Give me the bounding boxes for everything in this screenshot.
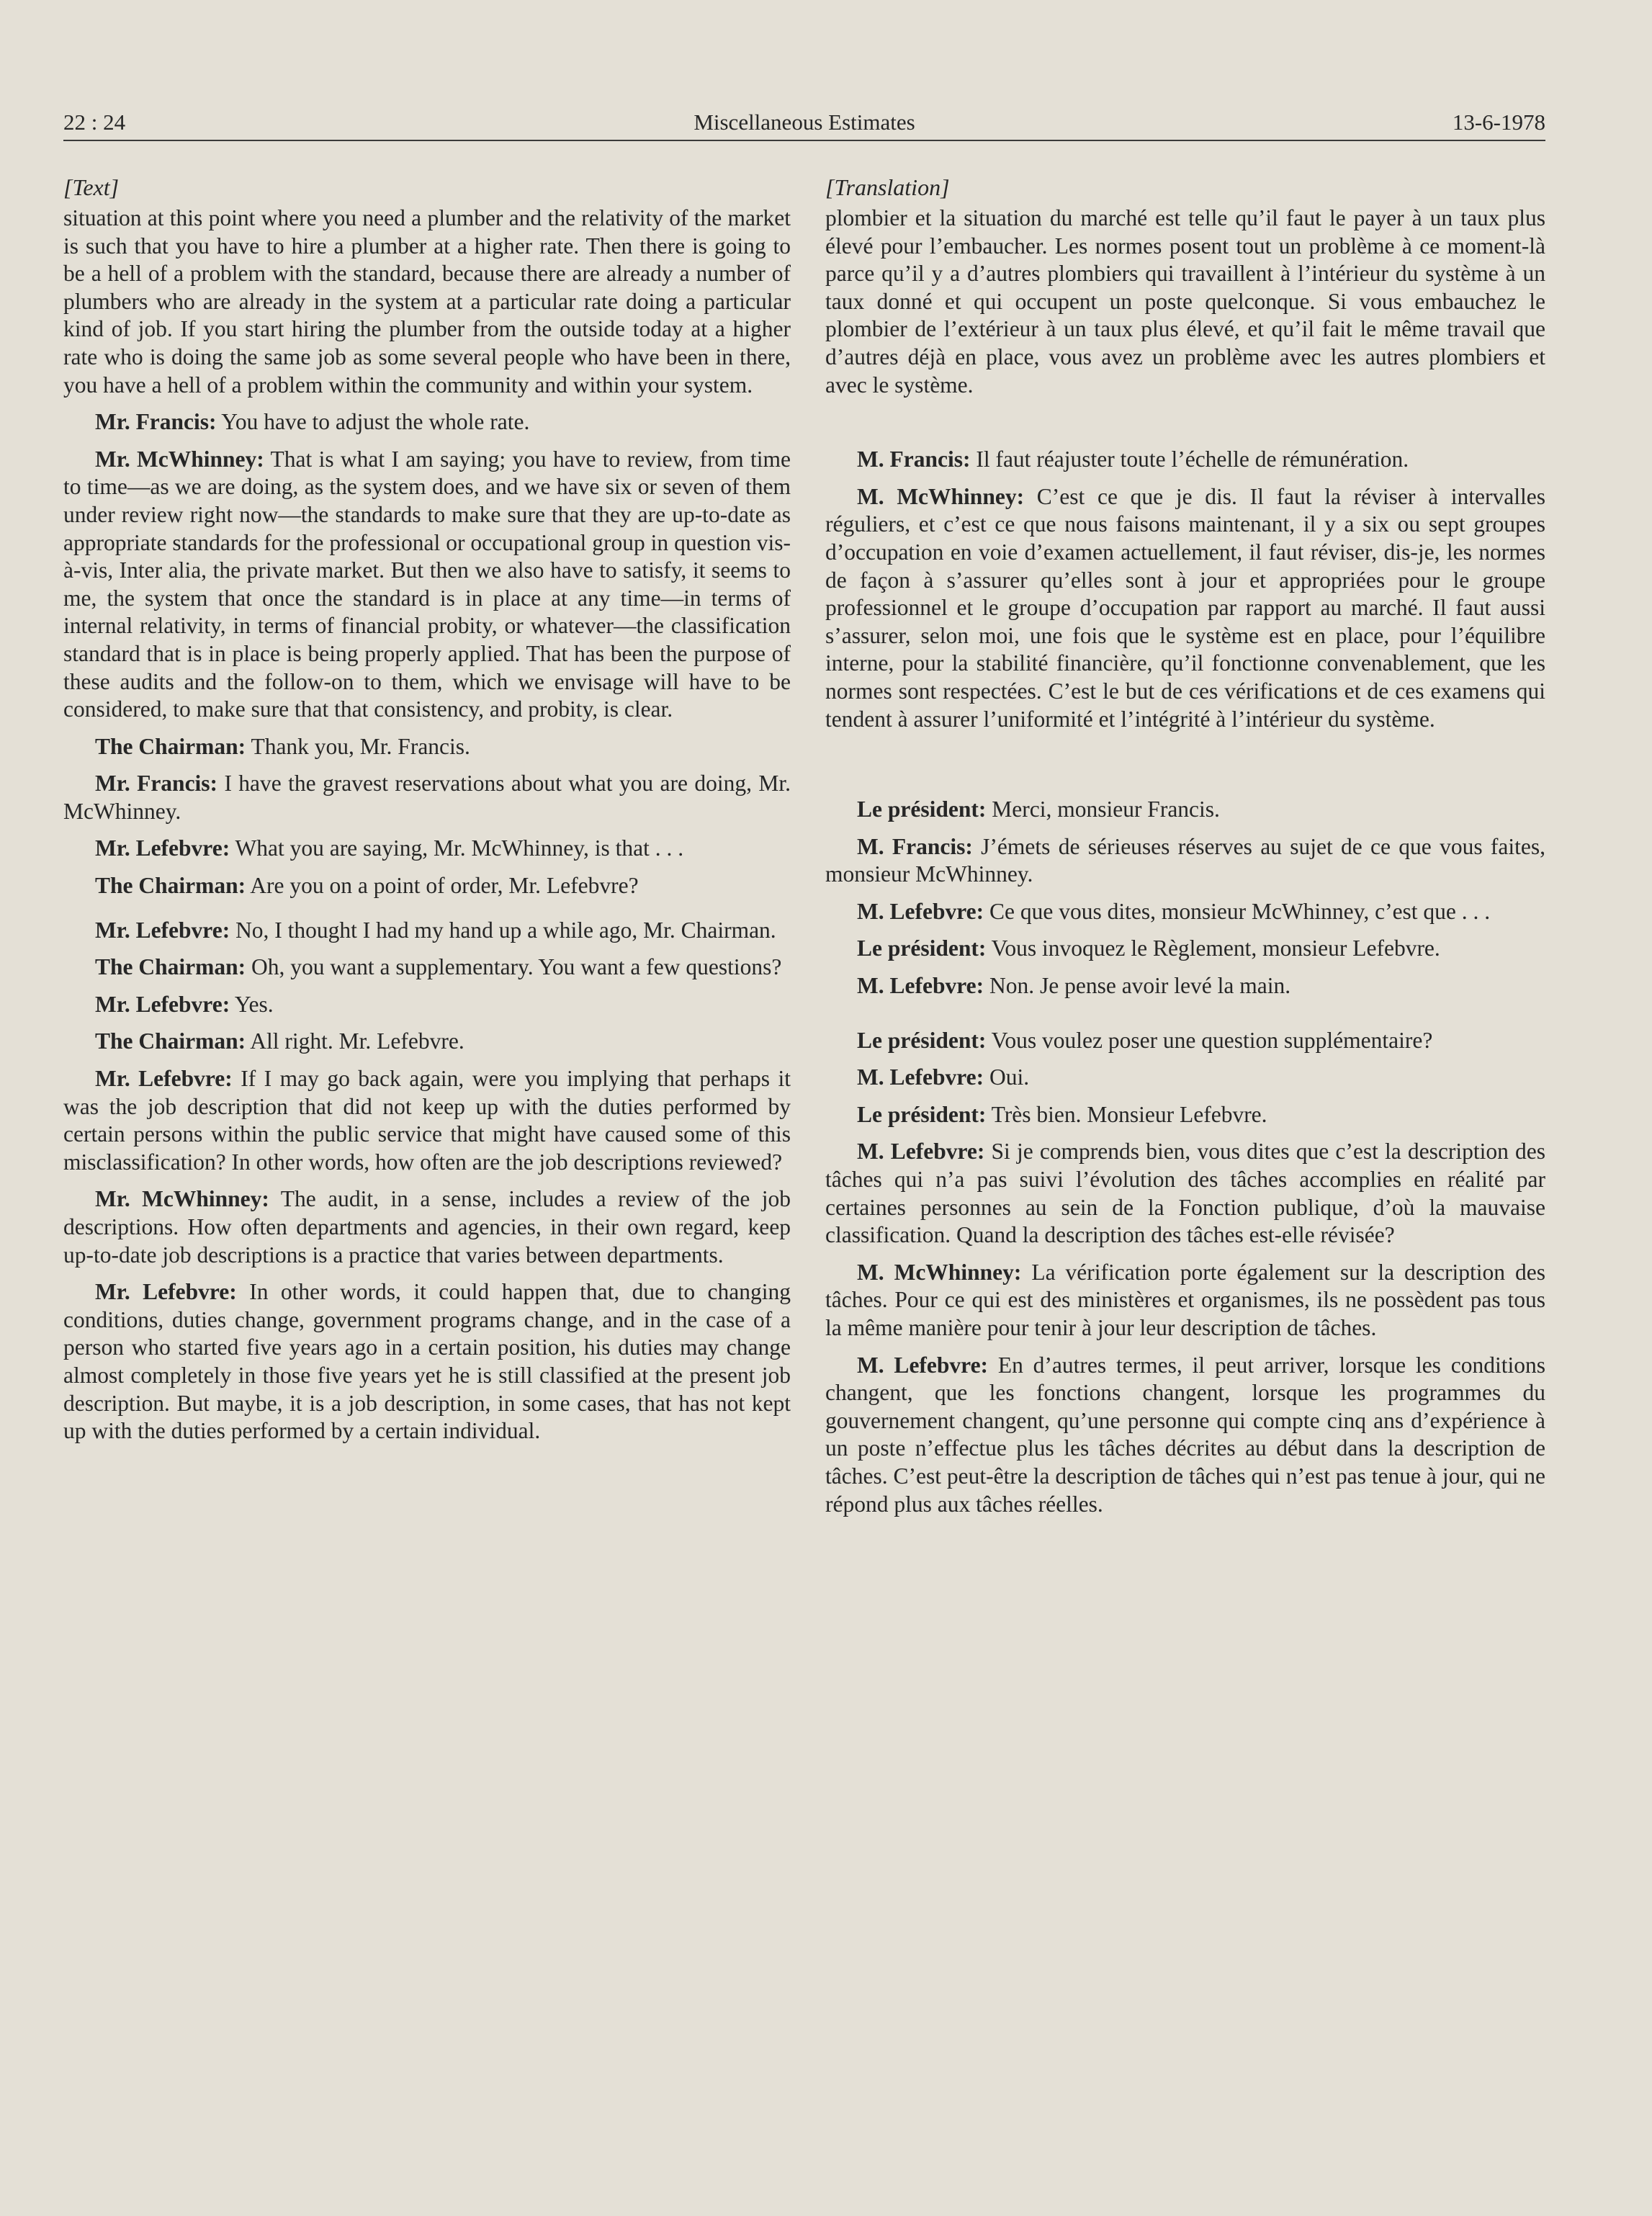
- speaker-name: Mr. Lefebvre:: [95, 1279, 237, 1305]
- speaker-name: M. Lefebvre:: [857, 973, 984, 999]
- paragraph: M. Lefebvre: Oui.: [857, 1064, 1030, 1090]
- speaker-name: M. Francis:: [857, 447, 971, 472]
- speaker-name: The Chairman:: [95, 873, 246, 899]
- running-header: [63, 99, 1545, 141]
- speaker-name: Le président:: [857, 1027, 987, 1053]
- speaker-name: M. Francis:: [857, 833, 973, 859]
- speaker-name: Mr. McWhinney:: [95, 446, 264, 472]
- paragraph: M. Francis: Il faut réajuster toute l’échelle de rémunération.: [857, 447, 1409, 472]
- paragraph: The Chairman: Oh, you want a supplementary. You want a few questions?: [95, 954, 782, 980]
- speaker-name: Mr. Francis:: [95, 771, 218, 797]
- paragraph: Le président: Vous invoquez le Règlement, monsieur Lefebvre.: [857, 936, 1440, 961]
- paragraph: M. Lefebvre: En d’autres termes, il peut arriver, lorsque les conditions changent, que les fonctions changent, lorsque les programmes du gouvernement changent, qu’une personne qui compte cinq ans d’expérience à un poste n’effectue plus les tâches décrites au début dans la description de tâches. C’est peut-être la description de tâches qui n’est pas tenue à jour, qui ne répond plus aux tâches réelles.: [825, 1352, 1545, 1517]
- speaker-name: Le président:: [857, 797, 987, 822]
- speaker-name: Le président:: [857, 1101, 987, 1127]
- paragraph: Mr. Lefebvre: Yes.: [95, 991, 274, 1017]
- translation-marker: [Translation]: [825, 174, 950, 200]
- paragraph: plombier et la situation du marché est telle qu’il faut le payer à un taux plus élevé pour l’embaucher. Les normes posent tout un problème à ce moment-là parce qu’il y a d’autres plombiers qui travaillent à l’intérieur du système à un taux donné et qui occupent un poste quelconque. Si vous embauchez le plombier de l’extérieur à un taux plus élevé, et qu’il fait le même travail que d’autres déjà en place, vous avez un problème avec les autres plombiers et avec le système.: [825, 205, 1545, 398]
- speaker-name: M. McWhinney:: [857, 1259, 1022, 1285]
- paragraph: Mr. Lefebvre: If I may go back again, were you implying that perhaps it was the job description that did not keep up with the duties performed by certain persons within the public service that might have caused some of this misclassification? In other words, how often are the job descriptions reviewed?: [63, 1066, 791, 1175]
- paragraph: situation at this point where you need a plumber and the relativity of the market is such that you have to hire a plumber at a higher rate. Then there is going to be a hell of a problem with the standard, because there are already a number of plumbers who are already in the system at a particular rate doing a particular kind of job. If you start hiring the plumber from the outside today at a higher rate who is doing the same job as some several people who have been in there, you have a hell of a problem within the community and within your system.: [63, 205, 791, 398]
- speaker-name: Mr. Lefebvre:: [95, 1066, 233, 1092]
- paragraph: The Chairman: All right. Mr. Lefebvre.: [95, 1028, 464, 1054]
- paragraph: Le président: Très bien. Monsieur Lefebvre.: [857, 1101, 1267, 1127]
- paragraph: The Chairman: Thank you, Mr. Francis.: [95, 733, 470, 759]
- speaker-name: Mr. Lefebvre:: [95, 835, 230, 861]
- paragraph: Le président: Merci, monsieur Francis.: [857, 797, 1220, 822]
- french-column: [825, 173, 1545, 1518]
- paragraph: Mr. Lefebvre: In other words, it could happen that, due to changing conditions, duties change, government programs change, and in the case of a person who started five years ago in a certain position, his duties may change almost completely in those five years yet he is still classified at the present job description. But maybe, it is a job description, in some cases, that has not kept up with the duties performed by a certain individual.: [63, 1279, 791, 1444]
- speaker-name: The Chairman:: [95, 954, 246, 980]
- paragraph: The Chairman: Are you on a point of order, Mr. Lefebvre?: [95, 873, 639, 899]
- speaker-name: Le président:: [857, 936, 987, 961]
- paragraph: M. Francis: J’émets de sérieuses réserves au sujet de ce que vous faites, monsieur McWhinney.: [825, 833, 1545, 887]
- speaker-name: The Chairman:: [95, 1028, 246, 1054]
- speaker-name: The Chairman:: [95, 733, 246, 759]
- speaker-name: M. Lefebvre:: [857, 898, 984, 924]
- paragraph: Mr. Lefebvre: What you are saying, Mr. McWhinney, is that . . .: [95, 835, 684, 861]
- paragraph: M. Lefebvre: Ce que vous dites, monsieur McWhinney, c’est que . . .: [857, 898, 1491, 924]
- speaker-name: M. Lefebvre:: [857, 1352, 989, 1378]
- paragraph: M. McWhinney: C’est ce que je dis. Il faut la réviser à intervalles réguliers, et c’est ce que nous faisons maintenant, il y a six ou sept groupes d’occupation en voie d’examen actuellement, il faut réviser, dis-je, les normes de façon à s’assurer qu’elles sont à jour et appropriées pour le groupe professionnel et le groupe d’occupation par rapport au marché. Il faut aussi s’assurer, selon moi, une fois que le système est en place, pour l’équilibre interne, pour la stabilité financière, qu’il fonctionne convenablement, que les normes sont respectées. C’est le but de ces vérifications et de ces examens qui tendent à assurer l’uniformité et l’intégrité à l’intérieur du système.: [825, 483, 1545, 732]
- publication-title: Miscellaneous Estimates: [693, 109, 915, 135]
- paragraph: Mr. Francis: You have to adjust the whole rate.: [95, 409, 530, 435]
- speaker-name: M. McWhinney:: [857, 483, 1025, 509]
- paragraph: M. Lefebvre: Non. Je pense avoir levé la main.: [857, 973, 1291, 999]
- speaker-name: Mr. Lefebvre:: [95, 991, 230, 1017]
- speaker-name: M. Lefebvre:: [857, 1139, 985, 1165]
- page-number: 22 : 24: [63, 109, 126, 135]
- paragraph: Mr. McWhinney: That is what I am saying; you have to review, from time to time—as we are doing, as the system does, and we have six or seven of them under review right now—the standards to make sure that they are up-to-date as appropriate standards for the professional or occupational group in question vis-à-vis, Inter alia, the private market. But then we also have to satisfy, it seems to me, the system that once the standard is in place at any time—in terms of internal relativity, in terms of financial probity, or whatever—the classification standard that is in place is being properly applied. That has been the purpose of these audits and the follow-on to them, which we envisage will have to be considered, to make sure that that consistency, and probity, is clear.: [63, 446, 791, 722]
- text-marker: [Text]: [63, 174, 120, 200]
- paragraph: M. Lefebvre: Si je comprends bien, vous dites que c’est la description des tâches qui n’a pas suivi l’évolution des tâches accomplies en réalité par certaines personnes au sein de la Fonction publique, d’où la mauvaise classification. Quand la description des tâches est-elle révisée?: [825, 1139, 1545, 1248]
- paragraph: Mr. McWhinney: The audit, in a sense, includes a review of the job descriptions. How often departments and agencies, in their own regard, keep up-to-date job descriptions is a practice that varies between departments.: [63, 1186, 791, 1268]
- speaker-name: M. Lefebvre:: [857, 1064, 984, 1090]
- speaker-name: Mr. Lefebvre:: [95, 917, 230, 943]
- paragraph: M. McWhinney: La vérification porte également sur la description des tâches. Pour ce qui est des ministères et organismes, ils ne possèdent pas tous la même manière pour tenir à jour leur description de tâches.: [825, 1259, 1545, 1340]
- speaker-name: Mr. McWhinney:: [95, 1186, 269, 1212]
- paragraph: Mr. Lefebvre: No, I thought I had my hand up a while ago, Mr. Chairman.: [95, 917, 776, 943]
- english-column: [63, 173, 791, 1445]
- paragraph: Mr. Francis: I have the gravest reservations about what you are doing, Mr. McWhinney.: [63, 771, 791, 824]
- speaker-name: Mr. Francis:: [95, 409, 217, 435]
- header-date: 13-6-1978: [1452, 109, 1545, 135]
- paragraph: Le président: Vous voulez poser une question supplémentaire?: [857, 1027, 1433, 1053]
